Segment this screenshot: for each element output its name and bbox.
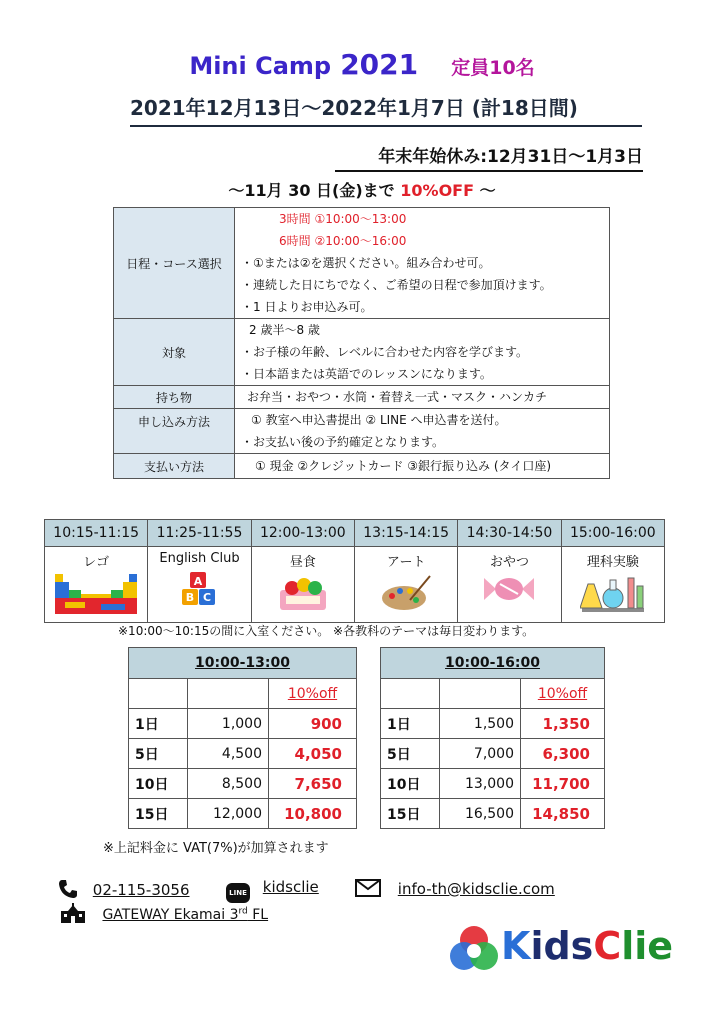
lego-blocks-icon — [55, 574, 137, 614]
phone-icon — [58, 879, 78, 899]
days-cell: 15日 — [129, 799, 188, 829]
course-line: ・1 日よりお申込み可。 — [241, 300, 373, 314]
price-row — [129, 799, 357, 829]
schedule-activity: レゴ — [83, 555, 110, 570]
target-line: ・お子様の年齢、レベルに合わせた内容を学びます。 — [241, 345, 529, 359]
contact-line — [226, 878, 319, 903]
schedule-activity-cell — [148, 547, 251, 623]
svg-text:B: B — [186, 591, 195, 604]
price-title — [129, 648, 357, 679]
base-price-cell: 1,000 — [188, 709, 269, 739]
logo-k: K — [501, 924, 531, 968]
address-text — [102, 907, 268, 923]
items-value — [235, 386, 610, 409]
phone-number[interactable]: 02-115-3056 — [92, 881, 190, 899]
address-sup: rd — [238, 906, 248, 917]
promo-discount: 10%OFF — [400, 181, 475, 200]
apply-row — [114, 409, 610, 454]
discount-price-cell: 4,050 — [269, 739, 357, 769]
payment-label: 支払い方法 — [114, 454, 235, 479]
schedule-activity: 理科実験 — [586, 555, 639, 570]
target-label: 対象 — [114, 319, 235, 386]
course-line: 3時間 ①10:00〜13:00 — [279, 212, 407, 226]
discount-price-cell: 6,300 — [521, 739, 605, 769]
price-row — [381, 739, 605, 769]
payment-text: ① 現金 ②クレジットカード ③銀行振り込み (タイ口座) — [255, 459, 551, 473]
base-price-cell: 7,000 — [440, 739, 521, 769]
price-row — [129, 769, 357, 799]
discount-price-cell: 7,650 — [269, 769, 357, 799]
schedule-activity-cell — [45, 547, 148, 623]
discount-price-cell: 14,850 — [521, 799, 605, 829]
schedule-activity-cell — [458, 547, 561, 623]
price-header-row — [381, 679, 605, 709]
base-price-cell: 1,500 — [440, 709, 521, 739]
email-address[interactable]: info-th@kidsclie.com — [397, 880, 555, 898]
logo-c: C — [593, 924, 622, 968]
target-value — [235, 319, 610, 386]
items-label: 持ち物 — [114, 386, 235, 409]
line-icon: LINE — [226, 883, 250, 903]
candy-icon — [482, 574, 536, 604]
promo-banner — [0, 178, 724, 201]
discount-price-cell: 900 — [269, 709, 357, 739]
days-cell: 10日 — [381, 769, 440, 799]
payment-row — [114, 454, 610, 479]
holiday-notice: 年末年始休み:12月31日〜1月3日 — [335, 142, 643, 172]
discount-price-cell: 10,800 — [269, 799, 357, 829]
schedule-time: 11:25-11:55 — [148, 520, 251, 547]
schedule-time: 13:15-14:15 — [354, 520, 457, 547]
price-title-text: 10:00-16:00 — [445, 655, 540, 671]
promo-prefix: 〜11月 30 日(金)まで — [228, 181, 395, 200]
schedule-activity-cell — [251, 547, 354, 623]
schedule-activity: おやつ — [489, 555, 529, 570]
schedule-time: 10:15-11:15 — [45, 520, 148, 547]
price-title-row — [381, 648, 605, 679]
contact-phone — [58, 879, 190, 899]
price-title-row — [129, 648, 357, 679]
contact-email — [355, 879, 555, 898]
apply-line: ① 教室へ申込書提出 ② LINE へ申込書を送付。 — [251, 413, 507, 427]
course-value — [235, 208, 610, 319]
contact-address — [60, 903, 268, 923]
days-cell: 5日 — [381, 739, 440, 769]
target-line: ・日本語または英語でのレッスンになります。 — [241, 367, 492, 381]
price-row — [129, 709, 357, 739]
price-title-text: 10:00-13:00 — [195, 655, 290, 671]
info-table — [113, 207, 610, 479]
price-row — [129, 739, 357, 769]
camp-dates: 2021年12月13日〜2022年1月7日 (計18日間) — [130, 92, 642, 127]
course-label: 日程・コース選択 — [114, 208, 235, 319]
schedule-activity: English Club — [159, 551, 240, 566]
svg-text:A: A — [194, 575, 203, 588]
camp-title — [0, 48, 724, 81]
address-main: GATEWAY Ekamai 3 — [102, 907, 239, 923]
address-suffix: FL — [247, 907, 269, 923]
course-line: ・①または②を選択ください。組み合わせ可。 — [241, 256, 491, 270]
course-line: 6時間 ②10:00〜16:00 — [279, 234, 407, 248]
price-row — [381, 799, 605, 829]
blank-cell — [188, 679, 269, 709]
schedule-note: ※10:00〜10:15の間に入室ください。 ※各教科のテーマは毎日変わります。 — [118, 624, 535, 638]
schedule-time: 14:30-14:50 — [458, 520, 561, 547]
days-cell: 10日 — [129, 769, 188, 799]
title-year: 2021 — [340, 48, 419, 81]
course-line: ・連続した日にちでなく、ご希望の日程で参加頂けます。 — [241, 278, 552, 292]
blank-cell — [381, 679, 440, 709]
mail-icon — [355, 879, 381, 897]
price-table-3h — [128, 647, 357, 829]
schedule-activity: 昼食 — [289, 555, 316, 570]
schedule-activities-row — [45, 547, 665, 623]
blank-cell — [440, 679, 521, 709]
course-row — [114, 208, 610, 319]
discount-header: 10%off — [521, 679, 605, 709]
days-cell: 1日 — [381, 709, 440, 739]
logo-lie: lie — [621, 924, 674, 968]
price-row — [381, 769, 605, 799]
logo-circles-icon — [447, 920, 501, 980]
blank-cell — [129, 679, 188, 709]
payment-value — [235, 454, 610, 479]
days-cell: 1日 — [129, 709, 188, 739]
discount-price-cell: 1,350 — [521, 709, 605, 739]
discount-price-cell: 11,700 — [521, 769, 605, 799]
title-text: Mini Camp — [189, 52, 332, 80]
base-price-cell: 13,000 — [440, 769, 521, 799]
logo-wordmark — [501, 924, 673, 968]
price-row — [381, 709, 605, 739]
line-id[interactable]: kidsclie — [262, 878, 319, 896]
schedule-time: 15:00-16:00 — [561, 520, 664, 547]
schedule-table — [44, 519, 665, 623]
base-price-cell: 12,000 — [188, 799, 269, 829]
price-table-6h — [380, 647, 605, 829]
schedule-activity-cell — [354, 547, 457, 623]
items-row — [114, 386, 610, 409]
vat-note: ※上記料金に VAT(7%)が加算されます — [103, 841, 329, 856]
days-cell: 15日 — [381, 799, 440, 829]
school-building-icon — [60, 903, 86, 923]
schedule-activity-cell — [561, 547, 664, 623]
base-price-cell: 8,500 — [188, 769, 269, 799]
apply-line: ・お支払い後の予約確定となります。 — [241, 435, 445, 449]
capacity-label: 定員10名 — [451, 57, 535, 79]
paint-palette-icon — [380, 574, 432, 612]
kidsclie-logo — [447, 920, 677, 984]
schedule-activity: アート — [386, 555, 426, 570]
items-text: お弁当・おやつ・水筒・着替え一式・マスク・ハンカチ — [247, 390, 548, 404]
days-cell: 5日 — [129, 739, 188, 769]
target-line: 2 歳半〜8 歳 — [249, 323, 320, 337]
base-price-cell: 4,500 — [188, 739, 269, 769]
base-price-cell: 16,500 — [440, 799, 521, 829]
lunch-box-icon — [278, 574, 328, 612]
logo-ids: ids — [530, 924, 594, 968]
apply-value — [235, 409, 610, 454]
promo-suffix: 〜 — [479, 181, 496, 200]
abc-blocks-icon — [181, 570, 217, 606]
discount-header: 10%off — [269, 679, 357, 709]
price-header-row — [129, 679, 357, 709]
svg-text:C: C — [203, 591, 212, 604]
schedule-times-row — [45, 520, 665, 547]
science-flasks-icon — [580, 574, 646, 614]
price-title — [381, 648, 605, 679]
schedule-time: 12:00-13:00 — [251, 520, 354, 547]
target-row — [114, 319, 610, 386]
apply-label: 申し込み方法 — [114, 409, 235, 454]
